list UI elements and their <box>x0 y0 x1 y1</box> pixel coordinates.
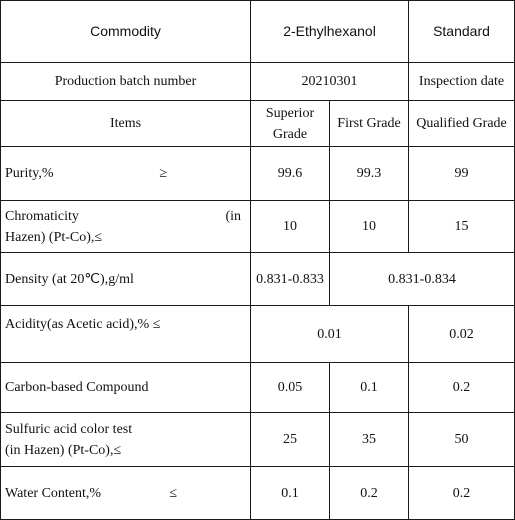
commodity-row <box>1 1 515 63</box>
acidity-superior-first: 0.01 <box>251 306 409 363</box>
item-chromaticity: Chromaticity (in Hazen) (Pt-Co),≤ <box>1 201 251 253</box>
table-row <box>1 147 515 201</box>
water-qualified: 0.2 <box>409 467 515 520</box>
grade-header-row <box>1 101 515 147</box>
density-first-qualified: 0.831-0.834 <box>330 253 515 306</box>
gte-sign: ≥ <box>159 166 167 181</box>
table-row <box>1 201 515 253</box>
table-row <box>1 253 515 306</box>
table-row <box>1 363 515 413</box>
item-density: Density (at 20℃),g/ml <box>1 253 251 306</box>
carbon-superior: 0.05 <box>251 363 330 413</box>
commodity-value: 2-Ethylhexanol <box>251 1 409 63</box>
purity-qualified: 99 <box>409 147 515 201</box>
item-acidity: Acidity(as Acetic acid),% ≤ <box>1 306 251 363</box>
chromaticity-first: 10 <box>330 201 409 253</box>
sulfuric-superior: 25 <box>251 413 330 467</box>
density-superior: 0.831-0.833 <box>251 253 330 306</box>
chromaticity-qualified: 15 <box>409 201 515 253</box>
batch-label: Production batch number <box>1 63 251 101</box>
batch-row <box>1 63 515 101</box>
commodity-label: Commodity <box>1 1 251 63</box>
carbon-qualified: 0.2 <box>409 363 515 413</box>
sulfuric-first: 35 <box>330 413 409 467</box>
item-carbon-compound: Carbon-based Compound <box>1 363 251 413</box>
water-first: 0.2 <box>330 467 409 520</box>
inspection-date-label: Inspection date <box>409 63 515 101</box>
grade-qualified-header: Qualified Grade <box>409 101 515 147</box>
grade-first-header: First Grade <box>330 101 409 147</box>
item-purity: Purity,% ≥ <box>1 147 251 201</box>
items-label: Items <box>1 101 251 147</box>
purity-first: 99.3 <box>330 147 409 201</box>
chromaticity-superior: 10 <box>251 201 330 253</box>
purity-superior: 99.6 <box>251 147 330 201</box>
lte-sign: ≤ <box>169 485 177 501</box>
item-water-content: Water Content,% ≤ <box>1 467 251 520</box>
table-row <box>1 467 515 520</box>
acidity-qualified: 0.02 <box>409 306 515 363</box>
standard-label: Standard <box>409 1 515 63</box>
sulfuric-qualified: 50 <box>409 413 515 467</box>
item-sulfuric-acid-test: Sulfuric acid color test (in Hazen) (Pt-Co),≤ <box>1 413 251 467</box>
batch-value: 20210301 <box>251 63 409 101</box>
water-superior: 0.1 <box>251 467 330 520</box>
table-row <box>1 306 515 363</box>
grade-superior-header: Superior Grade <box>251 101 330 147</box>
table-row <box>1 413 515 467</box>
carbon-first: 0.1 <box>330 363 409 413</box>
